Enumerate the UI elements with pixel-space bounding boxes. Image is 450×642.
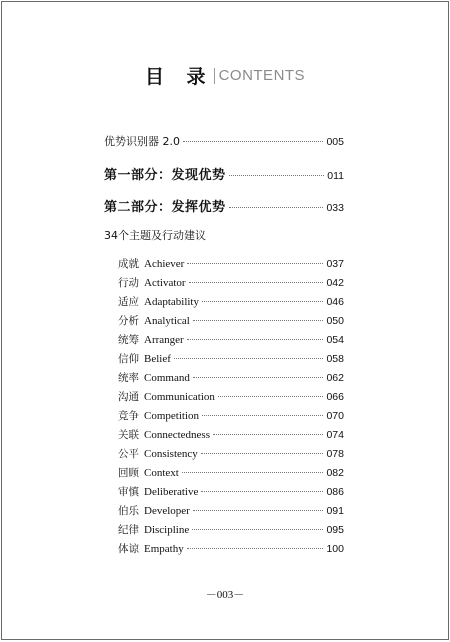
theme-name-zh: 统率 (118, 372, 139, 384)
dot-leader (187, 263, 323, 264)
theme-page: 066 (326, 391, 344, 403)
theme-name-zh: 行动 (118, 277, 139, 289)
theme-name-en: Activator (144, 277, 186, 289)
theme-name-en: Discipline (144, 524, 190, 536)
toc-theme-entry[interactable] (118, 423, 344, 442)
theme-name-en: Context (144, 467, 179, 479)
theme-name-en: Belief (144, 353, 171, 365)
dot-leader (182, 472, 324, 473)
dot-leader (193, 320, 324, 321)
toc-theme-entry[interactable] (118, 499, 344, 518)
dot-leader (229, 175, 325, 176)
theme-page: 086 (326, 486, 344, 498)
toc-entry-label: 优势识别器 2.0 (104, 135, 180, 148)
theme-name-en: Deliberative (144, 486, 199, 498)
theme-name-zh: 纪律 (118, 524, 139, 536)
toc-theme-entry[interactable] (118, 518, 344, 537)
theme-label (118, 252, 184, 271)
theme-label (118, 423, 210, 442)
theme-name-en: Adaptability (144, 296, 199, 308)
toc-part-page: 033 (326, 202, 344, 214)
theme-page: 054 (326, 334, 344, 346)
dot-leader (218, 396, 324, 397)
toc-theme-entry[interactable] (118, 328, 344, 347)
toc-entry-part-1[interactable] (104, 164, 344, 183)
toc-entry-assessment[interactable] (104, 133, 344, 149)
title-separator (214, 68, 215, 84)
dot-leader (229, 207, 324, 208)
theme-name-en: Command (144, 372, 190, 384)
theme-label (118, 309, 190, 328)
theme-name-en: Communication (144, 391, 215, 403)
toc-entry-page: 005 (326, 136, 344, 148)
toc-part-label: 第一部分：发现优势 (104, 168, 226, 183)
theme-page: 046 (326, 296, 344, 308)
theme-page: 100 (326, 543, 344, 555)
theme-name-zh: 分析 (118, 315, 139, 327)
dot-leader (183, 141, 323, 142)
toc-theme-entry[interactable] (118, 309, 344, 328)
theme-name-zh: 回顾 (118, 467, 139, 479)
theme-label (118, 347, 171, 366)
toc-theme-entry[interactable] (118, 385, 344, 404)
theme-name-en: Consistency (144, 448, 198, 460)
theme-name-zh: 关联 (118, 429, 139, 441)
book-page (1, 1, 449, 640)
theme-name-zh: 统筹 (118, 334, 139, 346)
toc-part-label: 第二部分：发挥优势 (104, 200, 226, 215)
theme-label (118, 461, 179, 480)
theme-page: 037 (326, 258, 344, 270)
dot-leader (187, 548, 324, 549)
dot-leader (193, 510, 324, 511)
page-title (2, 62, 448, 89)
toc-part-page: 011 (327, 170, 344, 182)
toc-theme-entry[interactable] (118, 347, 344, 366)
toc-theme-entry[interactable] (118, 537, 344, 556)
theme-name-zh: 沟通 (118, 391, 139, 403)
theme-page: 062 (326, 372, 344, 384)
theme-name-zh: 信仰 (118, 353, 139, 365)
page-number: －003－ (205, 589, 245, 601)
section-heading: 34个主题及行动建议 (104, 229, 206, 242)
theme-name-zh: 公平 (118, 448, 139, 460)
dot-leader (174, 358, 324, 359)
dot-leader (201, 491, 323, 492)
theme-label (118, 537, 184, 556)
theme-name-en: Competition (144, 410, 199, 422)
title-en: CONTENTS (218, 67, 306, 84)
dot-leader (193, 377, 324, 378)
theme-page: 042 (326, 277, 344, 289)
theme-page: 095 (326, 524, 344, 536)
toc-theme-entry[interactable] (118, 290, 344, 309)
theme-label (118, 404, 199, 423)
toc-theme-entry[interactable] (118, 461, 344, 480)
theme-label (118, 366, 190, 385)
theme-page: 078 (326, 448, 344, 460)
theme-name-zh: 伯乐 (118, 505, 139, 517)
theme-name-en: Connectedness (144, 429, 210, 441)
theme-name-en: Arranger (144, 334, 184, 346)
toc-theme-entry[interactable] (118, 252, 344, 271)
toc-theme-entry[interactable] (118, 442, 344, 461)
theme-label (118, 499, 190, 518)
theme-page: 050 (326, 315, 344, 327)
dot-leader (187, 339, 324, 340)
dot-leader (213, 434, 323, 435)
theme-name-en: Developer (144, 505, 190, 517)
theme-page: 058 (326, 353, 344, 365)
toc-theme-entry[interactable] (118, 271, 344, 290)
theme-name-zh: 体谅 (118, 543, 139, 555)
theme-label (118, 480, 198, 499)
toc-theme-entry[interactable] (118, 366, 344, 385)
dot-leader (202, 301, 323, 302)
toc-theme-entry[interactable] (118, 480, 344, 499)
toc-theme-entry[interactable] (118, 404, 344, 423)
theme-label (118, 442, 198, 461)
theme-label (118, 518, 189, 537)
theme-name-en: Empathy (144, 543, 184, 555)
theme-label (118, 385, 215, 404)
theme-page: 070 (326, 410, 344, 422)
theme-name-zh: 审慎 (118, 486, 139, 498)
theme-page: 091 (326, 505, 344, 517)
theme-label (118, 290, 199, 309)
toc-entry-part-2[interactable] (104, 196, 344, 215)
dot-leader (202, 415, 323, 416)
theme-name-zh: 成就 (118, 258, 139, 270)
theme-name-en: Achiever (144, 258, 185, 270)
theme-page: 082 (326, 467, 344, 479)
dot-leader (201, 453, 324, 454)
theme-name-en: Analytical (144, 315, 190, 327)
theme-label (118, 271, 186, 290)
dot-leader (189, 282, 324, 283)
theme-label (118, 328, 184, 347)
theme-page: 074 (326, 429, 344, 441)
theme-name-zh: 适应 (118, 296, 139, 308)
title-zh: 目 录 (144, 66, 214, 88)
theme-name-zh: 竞争 (118, 410, 139, 422)
dot-leader (192, 529, 323, 530)
